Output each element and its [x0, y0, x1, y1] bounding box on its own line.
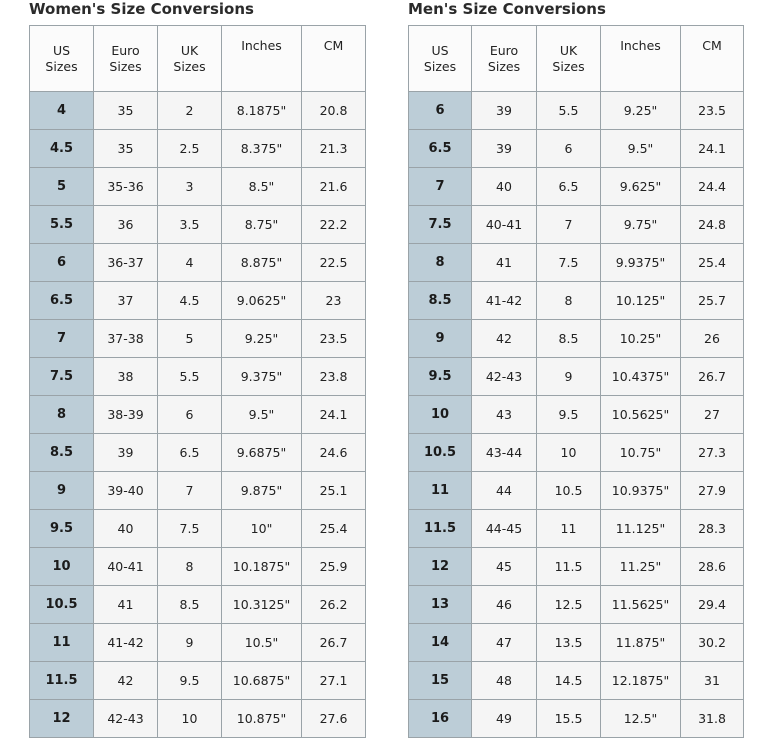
- uk-size-cell: 6: [158, 396, 222, 434]
- uk-size-cell: 2.5: [158, 130, 222, 168]
- cm-cell: 25.1: [302, 472, 366, 510]
- us-size-cell: 6.5: [30, 282, 94, 320]
- inches-cell: 10.125": [601, 282, 681, 320]
- uk-size-cell: 4: [158, 244, 222, 282]
- uk-size-cell: 5: [158, 320, 222, 358]
- euro-size-cell: 42-43: [94, 700, 158, 738]
- table-row: [30, 700, 366, 738]
- table-row: [30, 244, 366, 282]
- inches-cell: 10.9375": [601, 472, 681, 510]
- euro-size-cell: 38: [94, 358, 158, 396]
- us-size-cell: 7: [409, 168, 472, 206]
- us-size-cell: 4: [30, 92, 94, 130]
- euro-size-cell: 40: [94, 510, 158, 548]
- inches-cell: 8.75": [222, 206, 302, 244]
- table-row: [30, 358, 366, 396]
- column-header-cm: [302, 26, 366, 92]
- us-size-cell: 11: [30, 624, 94, 662]
- us-size-cell: 11.5: [409, 510, 472, 548]
- us-size-cell: 9.5: [409, 358, 472, 396]
- us-size-cell: 12: [30, 700, 94, 738]
- euro-size-cell: 43-44: [472, 434, 537, 472]
- column-header-uk: [158, 26, 222, 92]
- us-size-cell: 8.5: [30, 434, 94, 472]
- column-header-cm: [681, 26, 744, 92]
- cm-cell: 27.1: [302, 662, 366, 700]
- us-size-cell: 16: [409, 700, 472, 738]
- us-size-cell: 8: [409, 244, 472, 282]
- womens-size-table: [29, 25, 366, 738]
- column-header-euro: [472, 26, 537, 92]
- uk-size-cell: 6.5: [537, 168, 601, 206]
- column-header-uk: [537, 26, 601, 92]
- us-size-cell: 14: [409, 624, 472, 662]
- table-row: [30, 548, 366, 586]
- inches-cell: 9.75": [601, 206, 681, 244]
- inches-cell: 9.625": [601, 168, 681, 206]
- euro-size-cell: 41: [94, 586, 158, 624]
- table-row: [409, 434, 744, 472]
- column-header-euro: [94, 26, 158, 92]
- inches-cell: 10.875": [222, 700, 302, 738]
- euro-size-cell: 40: [472, 168, 537, 206]
- us-size-cell: 9.5: [30, 510, 94, 548]
- mens-table-body: [409, 92, 744, 738]
- uk-size-cell: 7.5: [537, 244, 601, 282]
- inches-cell: 9.375": [222, 358, 302, 396]
- inches-cell: 11.25": [601, 548, 681, 586]
- table-row: [409, 624, 744, 662]
- header-label: UK Sizes: [173, 42, 206, 74]
- uk-size-cell: 9: [158, 624, 222, 662]
- cm-cell: 25.4: [302, 510, 366, 548]
- euro-size-cell: 37: [94, 282, 158, 320]
- header-label: CM: [323, 38, 344, 53]
- inches-cell: 8.5": [222, 168, 302, 206]
- header-label: US Sizes: [423, 42, 457, 74]
- us-size-cell: 10.5: [409, 434, 472, 472]
- uk-size-cell: 10: [158, 700, 222, 738]
- table-row: [30, 130, 366, 168]
- inches-cell: 10.5": [222, 624, 302, 662]
- womens-header-row: [30, 26, 366, 92]
- euro-size-cell: 42: [472, 320, 537, 358]
- cm-cell: 29.4: [681, 586, 744, 624]
- euro-size-cell: 40-41: [94, 548, 158, 586]
- cm-cell: 31: [681, 662, 744, 700]
- euro-size-cell: 45: [472, 548, 537, 586]
- uk-size-cell: 3.5: [158, 206, 222, 244]
- table-row: [409, 130, 744, 168]
- us-size-cell: 6: [30, 244, 94, 282]
- us-size-cell: 8.5: [409, 282, 472, 320]
- us-size-cell: 5: [30, 168, 94, 206]
- column-header-inches: [222, 26, 302, 92]
- us-size-cell: 4.5: [30, 130, 94, 168]
- table-row: [30, 320, 366, 358]
- euro-size-cell: 43: [472, 396, 537, 434]
- table-row: [409, 700, 744, 738]
- us-size-cell: 6: [409, 92, 472, 130]
- uk-size-cell: 5.5: [537, 92, 601, 130]
- euro-size-cell: 39: [472, 92, 537, 130]
- us-size-cell: 12: [409, 548, 472, 586]
- header-label: Inches: [241, 38, 282, 53]
- us-size-cell: 11.5: [30, 662, 94, 700]
- inches-cell: 10.4375": [601, 358, 681, 396]
- euro-size-cell: 39: [472, 130, 537, 168]
- euro-size-cell: 38-39: [94, 396, 158, 434]
- euro-size-cell: 36-37: [94, 244, 158, 282]
- column-header-inches: [601, 26, 681, 92]
- us-size-cell: 10.5: [30, 586, 94, 624]
- euro-size-cell: 35: [94, 92, 158, 130]
- euro-size-cell: 47: [472, 624, 537, 662]
- us-size-cell: 15: [409, 662, 472, 700]
- cm-cell: 27.9: [681, 472, 744, 510]
- cm-cell: 22.2: [302, 206, 366, 244]
- cm-cell: 31.8: [681, 700, 744, 738]
- uk-size-cell: 7.5: [158, 510, 222, 548]
- cm-cell: 22.5: [302, 244, 366, 282]
- uk-size-cell: 8: [537, 282, 601, 320]
- inches-cell: 9.25": [222, 320, 302, 358]
- inches-cell: 10.25": [601, 320, 681, 358]
- us-size-cell: 8: [30, 396, 94, 434]
- euro-size-cell: 49: [472, 700, 537, 738]
- table-row: [409, 282, 744, 320]
- cm-cell: 23.5: [302, 320, 366, 358]
- table-row: [409, 396, 744, 434]
- inches-cell: 10.3125": [222, 586, 302, 624]
- table-row: [30, 396, 366, 434]
- euro-size-cell: 46: [472, 586, 537, 624]
- table-row: [30, 434, 366, 472]
- uk-size-cell: 8: [158, 548, 222, 586]
- inches-cell: 9.0625": [222, 282, 302, 320]
- table-row: [409, 586, 744, 624]
- header-label: Euro Sizes: [487, 42, 521, 74]
- cm-cell: 24.4: [681, 168, 744, 206]
- uk-size-cell: 5.5: [158, 358, 222, 396]
- inches-cell: 8.1875": [222, 92, 302, 130]
- euro-size-cell: 39: [94, 434, 158, 472]
- table-row: [30, 586, 366, 624]
- inches-cell: 10.75": [601, 434, 681, 472]
- euro-size-cell: 35: [94, 130, 158, 168]
- table-row: [30, 662, 366, 700]
- header-label: CM: [702, 38, 722, 53]
- inches-cell: 8.875": [222, 244, 302, 282]
- uk-size-cell: 6: [537, 130, 601, 168]
- cm-cell: 25.9: [302, 548, 366, 586]
- table-row: [409, 92, 744, 130]
- uk-size-cell: 15.5: [537, 700, 601, 738]
- uk-size-cell: 9.5: [537, 396, 601, 434]
- us-size-cell: 7.5: [30, 358, 94, 396]
- header-label: Euro Sizes: [109, 42, 142, 74]
- uk-size-cell: 10: [537, 434, 601, 472]
- uk-size-cell: 14.5: [537, 662, 601, 700]
- header-label: Inches: [620, 38, 661, 53]
- table-row: [30, 168, 366, 206]
- euro-size-cell: 39-40: [94, 472, 158, 510]
- inches-cell: 10.1875": [222, 548, 302, 586]
- header-label: US Sizes: [45, 42, 78, 74]
- inches-cell: 11.875": [601, 624, 681, 662]
- euro-size-cell: 44: [472, 472, 537, 510]
- euro-size-cell: 42-43: [472, 358, 537, 396]
- cm-cell: 26.7: [681, 358, 744, 396]
- column-header-us: [409, 26, 472, 92]
- uk-size-cell: 12.5: [537, 586, 601, 624]
- table-row: [409, 472, 744, 510]
- cm-cell: 28.6: [681, 548, 744, 586]
- inches-cell: 12.5": [601, 700, 681, 738]
- inches-cell: 10.6875": [222, 662, 302, 700]
- uk-size-cell: 8.5: [537, 320, 601, 358]
- us-size-cell: 6.5: [409, 130, 472, 168]
- table-row: [409, 510, 744, 548]
- table-row: [30, 624, 366, 662]
- table-row: [409, 206, 744, 244]
- euro-size-cell: 36: [94, 206, 158, 244]
- uk-size-cell: 8.5: [158, 586, 222, 624]
- header-label: UK Sizes: [552, 42, 585, 74]
- uk-size-cell: 13.5: [537, 624, 601, 662]
- table-row: [409, 358, 744, 396]
- table-row: [409, 320, 744, 358]
- uk-size-cell: 7: [537, 206, 601, 244]
- euro-size-cell: 41-42: [94, 624, 158, 662]
- cm-cell: 27.6: [302, 700, 366, 738]
- table-row: [30, 472, 366, 510]
- euro-size-cell: 40-41: [472, 206, 537, 244]
- cm-cell: 21.6: [302, 168, 366, 206]
- column-header-us: [30, 26, 94, 92]
- cm-cell: 26.7: [302, 624, 366, 662]
- us-size-cell: 11: [409, 472, 472, 510]
- euro-size-cell: 35-36: [94, 168, 158, 206]
- cm-cell: 24.1: [302, 396, 366, 434]
- uk-size-cell: 4.5: [158, 282, 222, 320]
- us-size-cell: 5.5: [30, 206, 94, 244]
- womens-size-title: Women's Size Conversions: [29, 0, 254, 18]
- womens-size-section: [29, 0, 366, 738]
- womens-table-body: [30, 92, 366, 738]
- cm-cell: 27.3: [681, 434, 744, 472]
- euro-size-cell: 37-38: [94, 320, 158, 358]
- cm-cell: 24.8: [681, 206, 744, 244]
- cm-cell: 28.3: [681, 510, 744, 548]
- euro-size-cell: 41: [472, 244, 537, 282]
- inches-cell: 12.1875": [601, 662, 681, 700]
- us-size-cell: 7.5: [409, 206, 472, 244]
- cm-cell: 25.4: [681, 244, 744, 282]
- table-row: [409, 662, 744, 700]
- inches-cell: 9.5": [222, 396, 302, 434]
- inches-cell: 11.5625": [601, 586, 681, 624]
- cm-cell: 23: [302, 282, 366, 320]
- table-row: [30, 510, 366, 548]
- cm-cell: 26: [681, 320, 744, 358]
- inches-cell: 9.25": [601, 92, 681, 130]
- table-row: [409, 548, 744, 586]
- us-size-cell: 7: [30, 320, 94, 358]
- inches-cell: 11.125": [601, 510, 681, 548]
- cm-cell: 30.2: [681, 624, 744, 662]
- euro-size-cell: 41-42: [472, 282, 537, 320]
- inches-cell: 9.9375": [601, 244, 681, 282]
- us-size-cell: 9: [409, 320, 472, 358]
- mens-size-table: [408, 25, 744, 738]
- euro-size-cell: 44-45: [472, 510, 537, 548]
- us-size-cell: 9: [30, 472, 94, 510]
- us-size-cell: 10: [409, 396, 472, 434]
- table-row: [30, 206, 366, 244]
- us-size-cell: 13: [409, 586, 472, 624]
- inches-cell: 10.5625": [601, 396, 681, 434]
- us-size-cell: 10: [30, 548, 94, 586]
- uk-size-cell: 11.5: [537, 548, 601, 586]
- table-row: [30, 92, 366, 130]
- cm-cell: 26.2: [302, 586, 366, 624]
- cm-cell: 23.5: [681, 92, 744, 130]
- uk-size-cell: 9.5: [158, 662, 222, 700]
- uk-size-cell: 11: [537, 510, 601, 548]
- cm-cell: 27: [681, 396, 744, 434]
- cm-cell: 21.3: [302, 130, 366, 168]
- euro-size-cell: 48: [472, 662, 537, 700]
- uk-size-cell: 9: [537, 358, 601, 396]
- table-row: [409, 168, 744, 206]
- mens-header-row: [409, 26, 744, 92]
- inches-cell: 8.375": [222, 130, 302, 168]
- euro-size-cell: 42: [94, 662, 158, 700]
- uk-size-cell: 7: [158, 472, 222, 510]
- inches-cell: 10": [222, 510, 302, 548]
- uk-size-cell: 3: [158, 168, 222, 206]
- inches-cell: 9.875": [222, 472, 302, 510]
- cm-cell: 24.6: [302, 434, 366, 472]
- mens-size-title: Men's Size Conversions: [408, 0, 606, 18]
- cm-cell: 25.7: [681, 282, 744, 320]
- cm-cell: 24.1: [681, 130, 744, 168]
- table-row: [30, 282, 366, 320]
- uk-size-cell: 2: [158, 92, 222, 130]
- cm-cell: 23.8: [302, 358, 366, 396]
- uk-size-cell: 6.5: [158, 434, 222, 472]
- uk-size-cell: 10.5: [537, 472, 601, 510]
- mens-size-section: [408, 0, 744, 738]
- inches-cell: 9.5": [601, 130, 681, 168]
- inches-cell: 9.6875": [222, 434, 302, 472]
- cm-cell: 20.8: [302, 92, 366, 130]
- table-row: [409, 244, 744, 282]
